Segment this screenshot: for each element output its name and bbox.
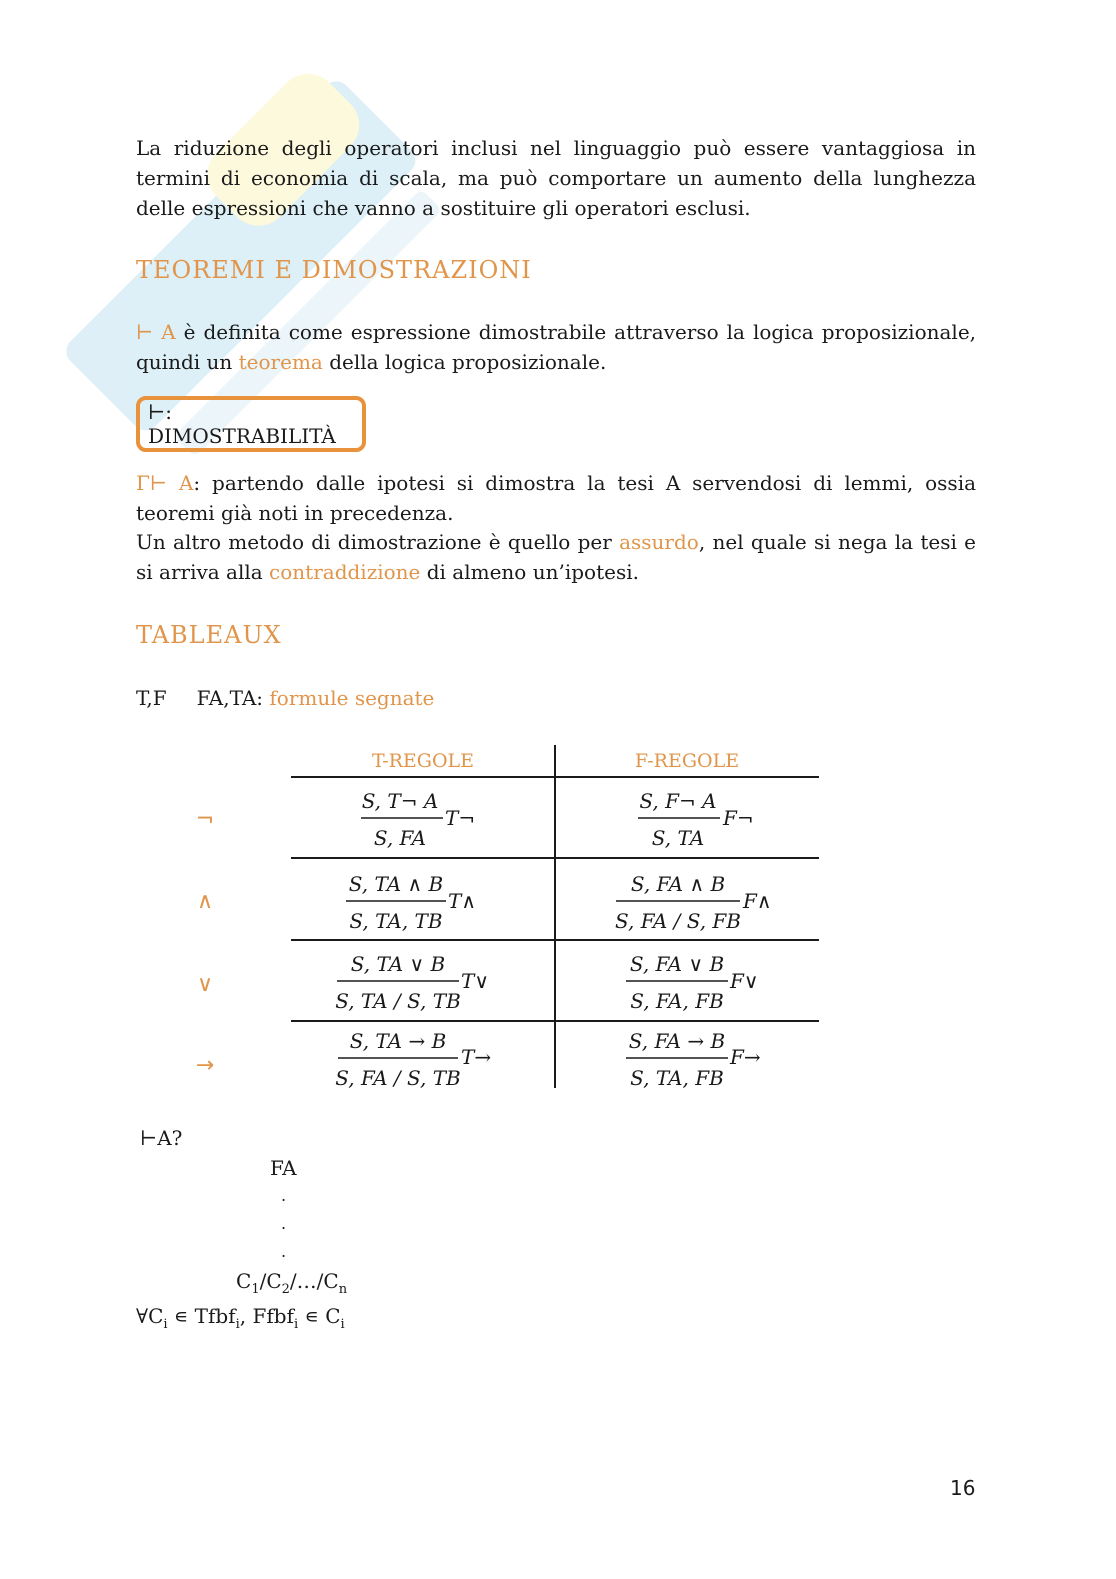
closure-ci: ∊ C — [298, 1304, 341, 1328]
closure-sub-i-1: i — [163, 1317, 168, 1332]
closure-tfbf: ∊ Tfbf — [167, 1304, 236, 1328]
branch-sub-2: 2 — [281, 1282, 290, 1297]
signs-tf: T,F — [136, 686, 167, 710]
rule-t-or-name: T∨ — [461, 969, 489, 993]
rule-f-or-name: F∨ — [730, 969, 759, 993]
rule-f-not-premise: S, F¬ A — [639, 789, 717, 813]
operator-not: ¬ — [195, 807, 215, 832]
rule-t-not-conclusion: S, FA — [373, 826, 427, 850]
signs-fa-ta: FA,TA: — [196, 686, 264, 710]
rule-t-and-name: T∧ — [448, 889, 476, 913]
branch-sep-2: /…/C — [289, 1269, 339, 1293]
rule-t-not-name: T¬ — [445, 806, 476, 830]
closure-sub-i-2: i — [235, 1317, 240, 1332]
theorem-text-1: è definita come espressione dimostrabile attraverso la logica proposizionale, quindi un — [136, 320, 977, 374]
proof-branches — [236, 1269, 347, 1297]
closure-forall: ∀C — [136, 1304, 164, 1328]
rule-f-implies-name: F→ — [730, 1045, 761, 1069]
contraddizione-term: contraddizione — [269, 560, 421, 584]
rule-f-not-name: F¬ — [723, 806, 754, 830]
proof-fa: FA — [270, 1156, 297, 1180]
rule-t-implies-premise: S, TA → B — [349, 1029, 447, 1053]
teorema-term: teorema — [238, 350, 323, 374]
operator-and: ∧ — [196, 889, 214, 914]
rule-f-and-conclusion: S, FA / S, FB — [614, 909, 742, 933]
proof-dot-1: . — [281, 1186, 287, 1205]
dimostrabilita-box — [136, 396, 366, 452]
operator-implies: → — [195, 1053, 215, 1078]
absurd-text-1: Un altro metodo di dimostrazione è quello per — [136, 530, 620, 554]
hypothesis-text: : partendo dalle ipotesi si dimostra la tesi A servendosi di lemmi, ossia teoremi già noti in precedenza. — [136, 471, 977, 525]
rule-f-or-premise: S, FA ∨ B — [629, 952, 725, 976]
rule-f-or-conclusion: S, FA, FB — [630, 989, 724, 1013]
rule-t-implies-name: T→ — [461, 1045, 492, 1069]
formule-segnate-term: formule segnate — [269, 686, 435, 710]
closure-sub-i-4: i — [340, 1317, 345, 1332]
proof-dot-2: . — [281, 1214, 287, 1233]
proof-closure-condition — [136, 1304, 345, 1332]
rule-f-implies-conclusion: S, TA, FB — [630, 1066, 724, 1090]
branch-sub-n: n — [338, 1282, 348, 1297]
rule-t-not-premise: S, T¬ A — [361, 789, 439, 813]
branch-sep-1: /C — [259, 1269, 282, 1293]
section-title-teoremi: TEOREMI E DIMOSTRAZIONI — [136, 256, 532, 284]
header-t-regole: T-REGOLE — [371, 750, 475, 772]
closure-ffbf: , Ffbf — [239, 1304, 294, 1328]
assurdo-term: assurdo — [619, 530, 699, 554]
theorem-definition — [136, 317, 976, 377]
rule-f-and-premise: S, FA ∧ B — [630, 872, 726, 896]
branch-sub-1: 1 — [251, 1282, 260, 1297]
intro-paragraph: La riduzione degli operatori inclusi nel linguaggio può essere vantaggiosa in termini di economia di scala, ma può comportare un aumento della lunghezza delle espressioni che vanno a sostituire gli operatori esclusi. — [136, 136, 976, 220]
rule-t-or-premise: S, TA ∨ B — [350, 952, 446, 976]
theorem-text-2: della logica proposizionale. — [322, 350, 607, 374]
branch-c: C — [236, 1269, 252, 1293]
header-f-regole: F-REGOLE — [634, 750, 740, 772]
page-number: 16 — [950, 1476, 976, 1500]
rule-t-or-conclusion: S, TA / S, TB — [335, 989, 461, 1013]
proof-dot-3: . — [281, 1242, 287, 1261]
absurd-text-3: di almeno un’ipotesi. — [420, 560, 639, 584]
absurd-paragraph — [136, 527, 976, 587]
tableau-rules-table — [0, 745, 1116, 1090]
dimostrabilita-label: ⊢: DIMOSTRABILITÀ — [148, 400, 336, 448]
hypothesis-paragraph — [136, 468, 976, 528]
proof-query: ⊢A? — [140, 1126, 183, 1150]
gamma-turnstile-symbol: Γ⊢ A — [136, 471, 194, 495]
signed-formulas-line — [136, 686, 434, 710]
rule-f-not-conclusion: S, TA — [651, 826, 705, 850]
operator-or: ∨ — [196, 972, 214, 997]
rule-t-and-conclusion: S, TA, TB — [349, 909, 443, 933]
absurd-text-2: , nel quale si nega la tesi e si arriva alla — [136, 530, 977, 584]
rule-t-and-premise: S, TA ∧ B — [348, 872, 444, 896]
rule-f-and-name: F∧ — [743, 889, 772, 913]
closure-sub-i-3: i — [293, 1317, 299, 1332]
turnstile-symbol: ⊢ A — [136, 320, 176, 344]
rule-t-implies-conclusion: S, FA / S, TB — [335, 1066, 461, 1090]
rule-f-implies-premise: S, FA → B — [628, 1029, 726, 1053]
section-title-tableaux: TABLEAUX — [136, 621, 282, 649]
